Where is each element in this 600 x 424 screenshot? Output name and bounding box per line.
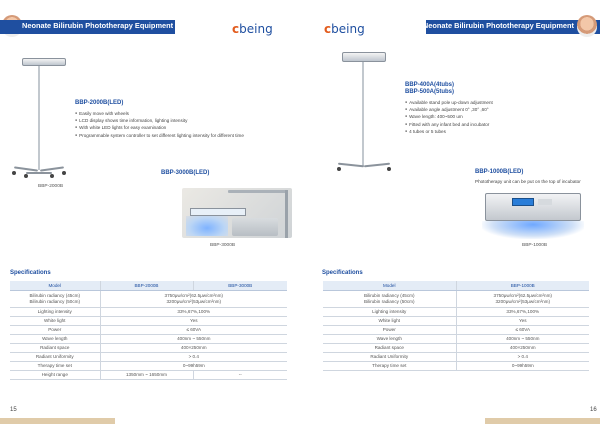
table-header-row xyxy=(323,281,589,290)
table-row: Radiant Uniformity > 0.4 xyxy=(10,352,287,361)
feature-item: ● With white LED lights for easy examination xyxy=(75,124,295,131)
column-header: BBP-2000B xyxy=(100,281,193,290)
bbp-1000b-note: Phototherapy unit can be put on the top of incubator xyxy=(475,179,581,184)
feature-item: ● Easily move with wheels xyxy=(75,110,295,117)
being-logo: cbeing xyxy=(324,22,365,36)
column-header: Model xyxy=(10,281,100,290)
bbp-3000b-caption: BBP-3000B xyxy=(210,243,236,248)
specifications-table xyxy=(323,281,589,371)
bbp-3000b-title: BBP-3000B(LED) xyxy=(161,170,210,176)
baby-photo-icon xyxy=(577,15,597,37)
table-row: Radiant space 400×250mm xyxy=(323,343,589,352)
table-row xyxy=(323,290,589,307)
table-row: Radiant space 400×250mm xyxy=(10,343,287,352)
table-row: Radiant Uniformity > 0.4 xyxy=(323,352,589,361)
header-bar xyxy=(0,20,175,34)
header-title: Neonate Bilirubin Phototherapy Equipment xyxy=(422,21,574,30)
table-row: Lighting intensity 33%,67%,100% xyxy=(10,307,287,316)
bbp-1000b-caption: BBP-1000B xyxy=(522,243,548,248)
table-row: Power ≤ 60VA xyxy=(323,325,589,334)
table-header-row xyxy=(10,281,287,290)
table-row: Wave length 400nm ~ 550nm xyxy=(323,334,589,343)
feature-item: ● Programmable system controller to set different lighting intensity for different time xyxy=(75,132,295,139)
table-row xyxy=(10,290,287,307)
bbp-2000b-features xyxy=(75,110,295,139)
bbp-400a-features xyxy=(405,99,595,135)
bbp-1000b-title: BBP-1000B(LED) xyxy=(475,169,524,175)
specifications-heading: Specifications xyxy=(10,270,51,276)
column-header: BBP-3000B xyxy=(193,281,287,290)
bbp-2000b-title: BBP-2000B(LED) xyxy=(75,100,124,106)
row-label: Bilirubin radiancy (45cm) Bilirubin radiancy (50cm) xyxy=(10,290,100,307)
table-row: Lighting intensity 33%,67%,100% xyxy=(323,307,589,316)
feature-item: ● Available angle adjustment 0° ,30° ,60° xyxy=(405,106,595,113)
bbp-400a-title: BBP-400A(4tubs) xyxy=(405,82,455,88)
page-number: 16 xyxy=(590,407,597,413)
being-logo: cbeing xyxy=(232,22,273,36)
table-row: White light Yes xyxy=(323,316,589,325)
table-row: Wave length 400nm ~ 550nm xyxy=(10,334,287,343)
table-row: White light Yes xyxy=(10,316,287,325)
table-row: Height range 1350mm ~ 1650mm -- xyxy=(10,370,287,379)
header-bar xyxy=(422,20,600,34)
feature-item: ● Fitted with any infant bed and incubator xyxy=(405,121,595,128)
specifications-table xyxy=(10,281,287,380)
bbp-2000b-caption: BBP-2000B xyxy=(38,184,64,189)
column-header: BBP-1000B xyxy=(456,281,589,290)
row-value: 3750μw/cm²(62.5μw/cm²nm) 3200μw/cm²(53μw/cm²nm) xyxy=(456,290,589,307)
feature-item: ● LCD display shows time information, lighting intensity xyxy=(75,117,295,124)
feature-item: ● 4 tubes or 5 tubes xyxy=(405,128,595,135)
bbp-500a-title: BBP-500A(5tubs) xyxy=(405,89,455,95)
column-header: Model xyxy=(323,281,456,290)
footer-bar xyxy=(0,418,115,424)
page-number: 15 xyxy=(10,407,17,413)
row-value: 3750μw/cm²(62.5μw/cm²nm) 3200μw/cm²(53μw/cm²nm) xyxy=(100,290,287,307)
feature-item: ● Available stand pole up-down adjustment xyxy=(405,99,595,106)
table-row: Therapy time set 0~99h59m xyxy=(10,361,287,370)
row-label: Bilirubin radiancy (45cm) Bilirubin radiancy (50cm) xyxy=(323,290,456,307)
right-page xyxy=(300,0,600,424)
footer-bar xyxy=(485,418,600,424)
table-row: Power ≤ 60VA xyxy=(10,325,287,334)
feature-item: ● Wave length: 400~500 um xyxy=(405,113,595,120)
header-title: Neonate Bilirubin Phototherapy Equipment xyxy=(22,21,174,30)
specifications-heading: Specifications xyxy=(322,270,363,276)
table-row: Therapy time set 0~99h59m xyxy=(323,361,589,370)
